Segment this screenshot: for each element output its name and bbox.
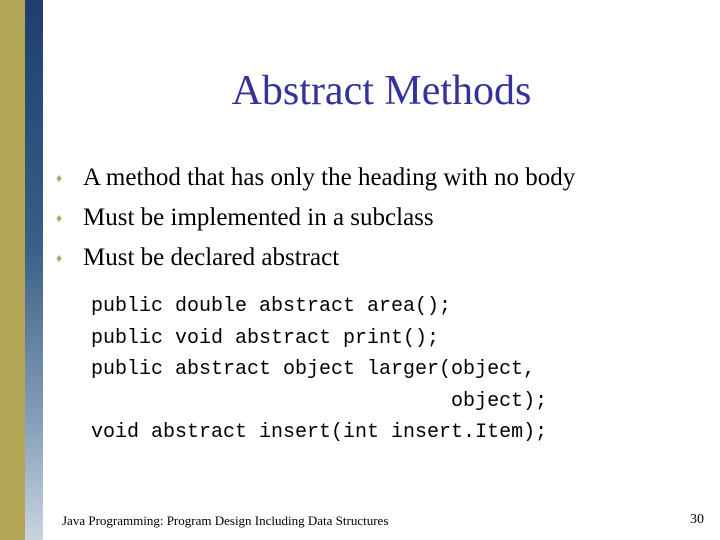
bullet-text: A method that has only the heading with no body: [83, 164, 576, 191]
code-line: public abstract object larger(object,: [91, 358, 536, 381]
bullet-list: [56, 160, 575, 280]
code-line: public double abstract area();: [91, 295, 452, 318]
code-line: void abstract insert(int insert.Item);: [91, 421, 548, 444]
slide-title: Abstract Methods: [231, 68, 532, 114]
code-line: public void abstract print();: [91, 326, 440, 350]
slide-footer: Java Programming: Program Design Including Data Structures: [62, 513, 389, 528]
bullet-item: [56, 160, 575, 200]
code-block: [91, 291, 547, 449]
bullet-text: Must be declared abstract: [83, 244, 340, 271]
bullet-text: Must be implemented in a subclass: [83, 204, 434, 231]
left-decorative-bar: [0, 0, 25, 540]
left-gradient-bar: [25, 0, 43, 540]
diamond-bullet-icon: ♦: [56, 211, 63, 225]
bullet-item: [56, 200, 575, 240]
diamond-bullet-icon: ♦: [56, 251, 63, 265]
bullet-item: [56, 240, 575, 280]
diamond-bullet-icon: ♦: [56, 171, 63, 185]
page-number: 30: [690, 512, 704, 527]
code-line: object);: [91, 389, 548, 413]
